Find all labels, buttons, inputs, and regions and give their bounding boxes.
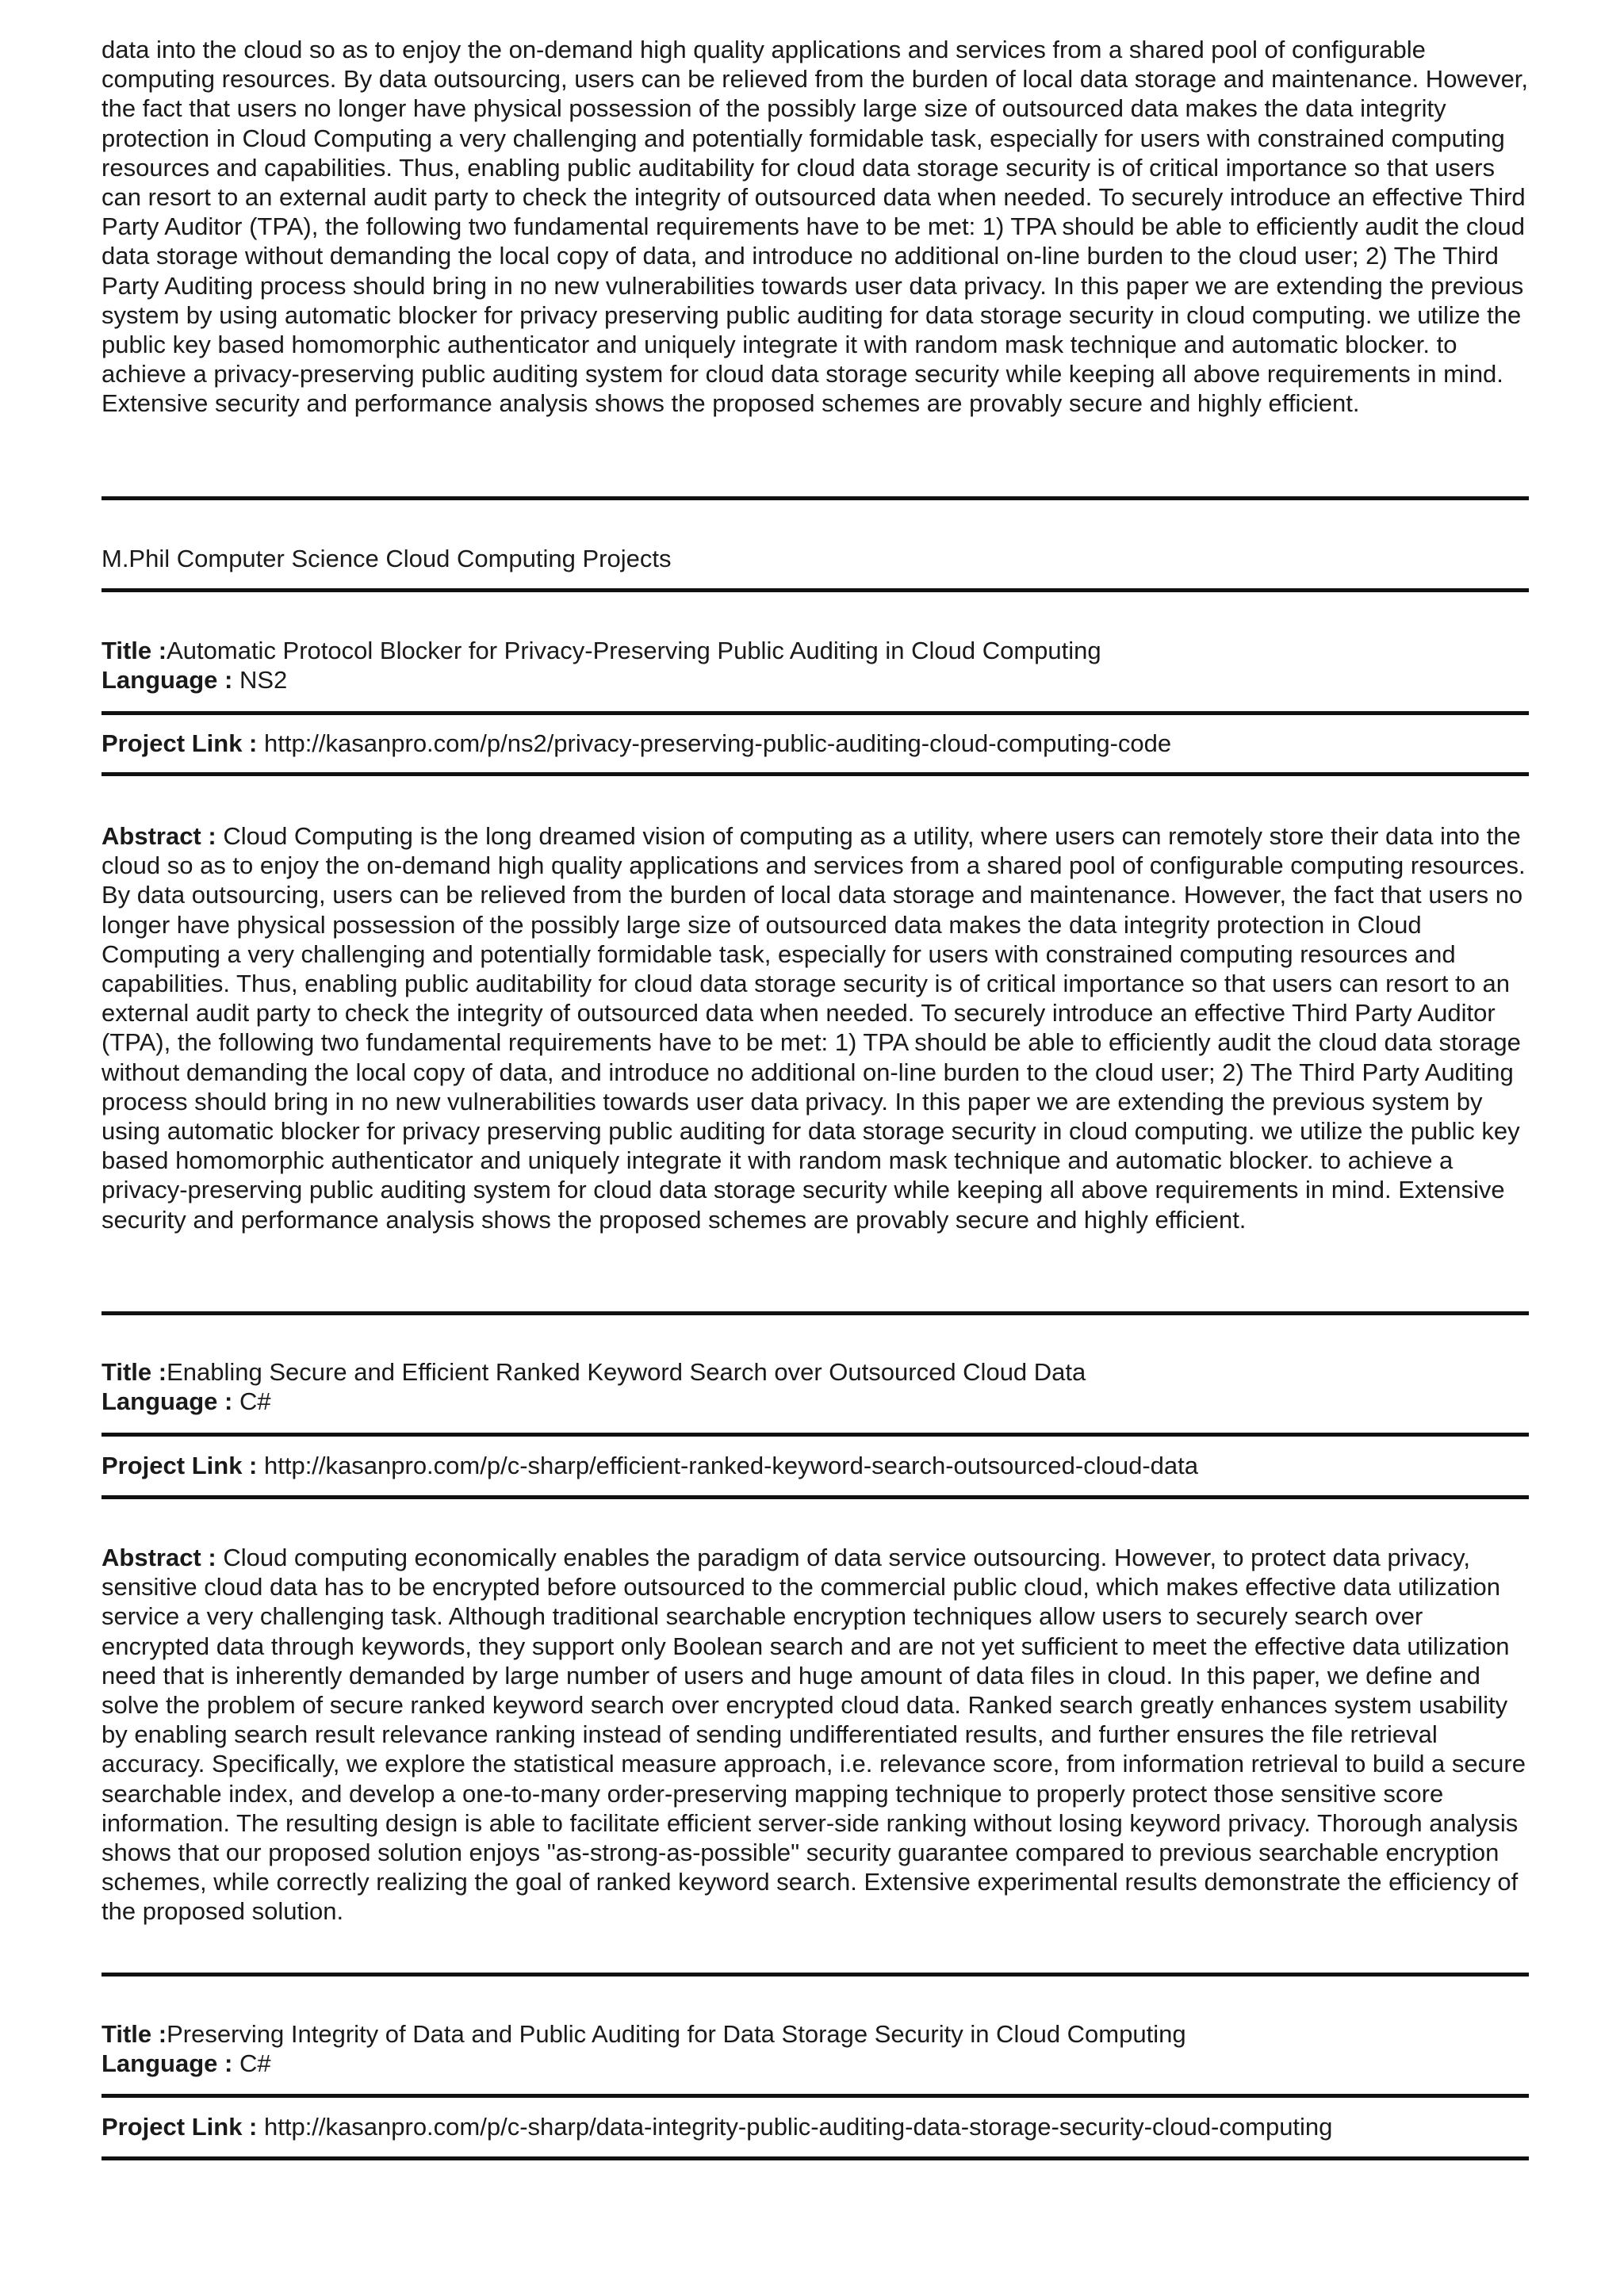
project-link[interactable]: http://kasanpro.com/p/ns2/privacy-preserving-public-auditing-cloud-computing-code xyxy=(263,729,1172,757)
project-link-label: Project Link : xyxy=(102,729,264,757)
project-title-line xyxy=(102,1357,1086,1387)
divider xyxy=(102,772,1529,776)
project-abstract-text: Cloud Computing is the long dreamed vision of computing as a utility, where users can remotely store their data into the cloud so as to enjoy the on-demand high quality applications and services from a shared pool of configurable computing resources. By data outsourcing, users can be relieved from the burden of local data storage and maintenance. However, the fact that users no longer have physical possession of the possibly large size of outsourced data makes the data integrity protection in Cloud Computing a very challenging and potentially formidable task, especially for users with constrained computing resources and capabilities. Thus, enabling public auditability for cloud data storage security is of critical importance so that users can resort to an external audit party to check the integrity of outsourced data when needed. To securely introduce an effective Third Party Auditor (TPA), the following two fundamental requirements have to be met: 1) TPA should be able to efficiently audit the cloud data storage without demanding the local copy of data, and introduce no additional on-line burden to the cloud user; 2) The Third Party Auditing process should bring in no new vulnerabilities towards user data privacy. In this paper we are extending the previous system by using automatic blocker for privacy preserving public auditing for data storage security in cloud computing. we utilize the public key based homomorphic authenticator and uniquely integrate it with random mask technique and automatic blocker. to achieve a privacy-preserving public auditing system for cloud data storage security while keeping all above requirements in mind. Extensive security and performance analysis shows the proposed schemes are provably secure and highly efficient. xyxy=(102,822,1526,1234)
project-language-line xyxy=(102,2049,271,2078)
project-language-line xyxy=(102,1387,271,1416)
project-title-line xyxy=(102,636,1101,665)
project-link-label: Project Link : xyxy=(102,2113,264,2141)
section-heading: M.Phil Computer Science Cloud Computing Projects xyxy=(102,545,672,572)
project-link-line xyxy=(102,2112,1332,2141)
divider xyxy=(102,1311,1529,1315)
project-language: C# xyxy=(239,2049,271,2077)
divider xyxy=(102,588,1529,592)
project-link[interactable]: http://kasanpro.com/p/c-sharp/data-integrity-public-auditing-data-storage-security-cloud-computing xyxy=(263,2113,1333,2141)
project-abstract-text: Cloud computing economically enables the paradigm of data service outsourcing. However, to protect data privacy, sensitive cloud data has to be encrypted before outsourced to the commercial public cloud, which makes effective data utilization service a very challenging task. Although traditional searchable encryption techniques allow users to securely search over encrypted data through keywords, they support only Boolean search and are not yet sufficient to meet the effective data utilization need that is inherently demanded by large number of users and huge amount of data files in cloud. In this paper, we define and solve the problem of secure ranked keyword search over encrypted cloud data. Ranked search greatly enhances system usability by enabling search result relevance ranking instead of sending undifferentiated results, and further ensures the file retrieval accuracy. Specifically, we explore the statistical measure approach, i.e. relevance score, from information retrieval to build a secure searchable index, and develop a one-to-many order-preserving mapping technique to properly protect those sensitive score information. The resulting design is able to facilitate efficient server-side ranking without losing keyword privacy. Thorough analysis shows that our proposed solution enjoys "as-strong-as-possible" security guarantee compared to previous searchable encryption schemes, while correctly realizing the goal of ranked keyword search. Extensive experimental results demonstrate the efficiency of the proposed solution. xyxy=(102,1544,1526,1926)
divider xyxy=(102,2094,1529,2098)
project-language-line xyxy=(102,665,287,695)
divider xyxy=(102,1973,1529,1976)
divider xyxy=(102,1433,1529,1437)
title-label: Title : xyxy=(102,637,167,664)
abstract-label: Abstract : xyxy=(102,1544,224,1571)
divider xyxy=(102,1495,1529,1499)
project-abstract xyxy=(102,821,1529,1234)
project-link[interactable]: http://kasanpro.com/p/c-sharp/efficient-ranked-keyword-search-outsourced-cloud-data xyxy=(263,1452,1198,1479)
language-label: Language : xyxy=(102,1387,239,1415)
title-label: Title : xyxy=(102,1358,167,1386)
project-language: NS2 xyxy=(239,666,288,694)
abstract-label: Abstract : xyxy=(102,822,224,850)
project-link-line xyxy=(102,1451,1198,1480)
project-title: Enabling Secure and Efficient Ranked Keyword Search over Outsourced Cloud Data xyxy=(167,1358,1086,1386)
project-link-line xyxy=(102,729,1171,758)
project-abstract xyxy=(102,1543,1529,1927)
project-title: Automatic Protocol Blocker for Privacy-Preserving Public Auditing in Cloud Computing xyxy=(167,637,1101,664)
project-title: Preserving Integrity of Data and Public Auditing for Data Storage Security in Cloud Computing xyxy=(167,2020,1186,2048)
project-language: C# xyxy=(239,1387,271,1415)
language-label: Language : xyxy=(102,2049,239,2077)
divider xyxy=(102,711,1529,715)
title-label: Title : xyxy=(102,2020,167,2048)
abstract-continuation: data into the cloud so as to enjoy the on-demand high quality applications and services from a shared pool of configurable computing resources. By data outsourcing, users can be relieved from the burden of local data storage and maintenance. However, the fact that users no longer have physical possession of the possibly large size of outsourced data makes the data integrity protection in Cloud Computing a very challenging and potentially formidable task, especially for users with constrained computing resources and capabilities. Thus, enabling public auditability for cloud data storage security is of critical importance so that users can resort to an external audit party to check the integrity of outsourced data when needed. To securely introduce an effective Third Party Auditor (TPA), the following two fundamental requirements have to be met: 1) TPA should be able to efficiently audit the cloud data storage without demanding the local copy of data, and introduce no additional on-line burden to the cloud user; 2) The Third Party Auditing process should bring in no new vulnerabilities towards user data privacy. In this paper we are extending the previous system by using automatic blocker for privacy preserving public auditing for data storage security in cloud computing. we utilize the public key based homomorphic authenticator and uniquely integrate it with random mask technique and automatic blocker. to achieve a privacy-preserving public auditing system for cloud data storage security while keeping all above requirements in mind. Extensive security and performance analysis shows the proposed schemes are provably secure and highly efficient. xyxy=(102,36,1529,418)
language-label: Language : xyxy=(102,666,239,694)
project-title-line xyxy=(102,2019,1186,2049)
project-link-label: Project Link : xyxy=(102,1452,264,1479)
divider xyxy=(102,496,1529,500)
divider xyxy=(102,2156,1529,2160)
